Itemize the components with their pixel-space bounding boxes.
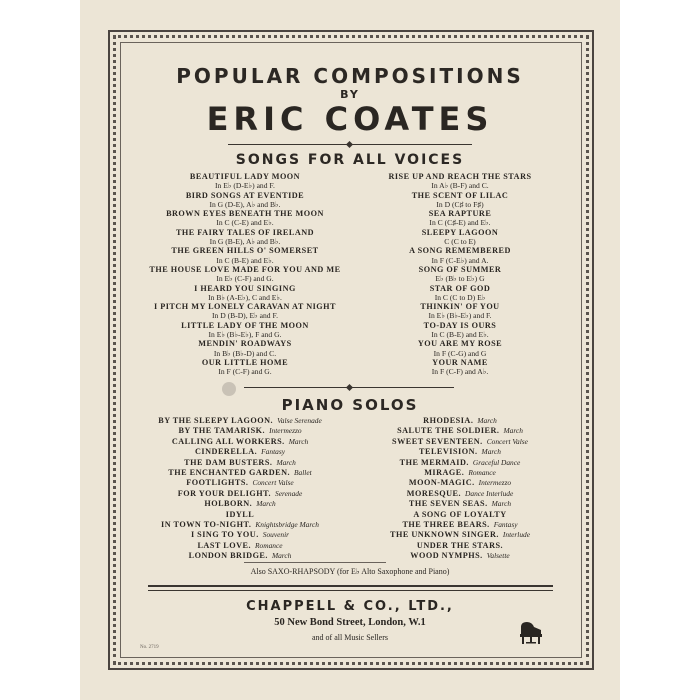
piano-solo-form: March — [477, 416, 497, 425]
piano-solo-form: March — [491, 499, 512, 509]
piano-solo-title: WOOD NYMPHS. — [410, 551, 483, 561]
song-title: BROWN EYES BENEATH THE MOON — [166, 209, 324, 219]
song-keys: In F (C-F) and G. — [218, 367, 272, 377]
song-item — [140, 172, 350, 191]
piano-solo-form: Intermezzo — [269, 426, 302, 436]
song-title: A SONG REMEMBERED — [409, 246, 511, 256]
song-keys: In D (C♯ to F♯) — [436, 199, 484, 209]
song-item — [140, 265, 350, 284]
piano-solo-title: UNDER THE STARS. — [416, 540, 504, 550]
publisher-address: 50 New Bond Street, London, W.1 — [274, 617, 426, 628]
song-keys: In G (B-E), A♭ and B♭. — [209, 237, 281, 247]
piano-right-column — [345, 416, 575, 562]
piano-solo-item — [130, 489, 350, 499]
punch-hole — [222, 382, 236, 396]
piano-solo-form: March — [503, 426, 523, 436]
piano-solo-title: CINDERELLA. — [195, 447, 258, 457]
divider-short — [244, 562, 386, 563]
piano-solo-item — [345, 541, 575, 551]
song-keys: In B♭ (A-E♭), C and E♭. — [208, 292, 282, 302]
piano-solo-title: THE UNKNOWN SINGER. — [390, 530, 499, 540]
piano-solo-form: March — [276, 457, 296, 467]
song-title: YOU ARE MY ROSE — [417, 339, 503, 349]
piano-solo-item — [345, 426, 575, 436]
piano-solo-title: FOOTLIGHTS. — [186, 478, 249, 488]
piano-solo-form: Romance — [255, 540, 283, 550]
song-title: THE GREEN HILLS O' SOMERSET — [171, 246, 319, 256]
song-title: BIRD SONGS AT EVENTIDE — [185, 190, 305, 200]
piano-solo-item — [345, 416, 575, 426]
song-title: SEA RAPTURE — [428, 209, 492, 219]
song-keys: In C (C to D) E♭ — [434, 292, 486, 302]
song-title: TO-DAY IS OURS — [423, 320, 497, 330]
piano-solo-form: Knightsbridge March — [255, 520, 319, 530]
song-title: LITTLE LADY OF THE MOON — [181, 320, 309, 330]
song-title: RISE UP AND REACH THE STARS — [388, 172, 532, 181]
catalogue-code: No. 2719 — [140, 645, 159, 650]
piano-solo-form: Romance — [468, 468, 496, 478]
piano-solo-title: IN TOWN TO-NIGHT. — [161, 520, 252, 530]
song-title: THE HOUSE LOVE MADE FOR YOU AND ME — [149, 264, 341, 274]
piano-solo-item — [130, 499, 350, 509]
piano-solo-item — [345, 551, 575, 561]
song-keys: In D (B-D), E♭ and F. — [211, 311, 279, 321]
piano-solo-item — [130, 551, 350, 561]
song-title: I HEARD YOU SINGING — [194, 283, 296, 293]
piano-solo-title: LAST LOVE. — [197, 540, 252, 550]
piano-solo-title: I SING TO YOU. — [190, 530, 259, 540]
piano-solo-form: Valse Serenade — [277, 416, 322, 425]
piano-solo-title: FOR YOUR DELIGHT. — [177, 488, 272, 498]
piano-solo-item — [345, 510, 575, 520]
piano-solo-item — [130, 541, 350, 551]
piano-solo-item — [130, 520, 350, 530]
song-title: I PITCH MY LONELY CARAVAN AT NIGHT — [154, 302, 336, 312]
song-keys: C (C to E) — [444, 237, 476, 247]
piano-solo-form: Dance Interlude — [465, 488, 514, 498]
piano-solo-form: Concert Valse — [486, 436, 528, 446]
song-keys: In F (C-F) and A♭. — [431, 367, 489, 377]
song-keys: In G (D-E), A♭ and B♭. — [209, 199, 281, 209]
piano-solo-item — [345, 447, 575, 457]
song-item — [355, 339, 565, 358]
piano-solo-form: Fantasy — [261, 447, 285, 457]
song-item — [355, 265, 565, 284]
piano-solo-item — [345, 499, 575, 509]
song-item — [140, 191, 350, 210]
piano-solo-title: A SONG OF LOYALTY — [413, 509, 507, 519]
piano-solo-title: THE MERMAID. — [399, 457, 469, 467]
song-item — [355, 246, 565, 265]
heading-popular-compositions: POPULAR COMPOSITIONS — [176, 64, 524, 88]
song-keys: In E♭ (C-F) and G. — [216, 274, 274, 284]
piano-solo-item — [345, 489, 575, 499]
song-title: OUR LITTLE HOME — [201, 357, 289, 367]
piano-solo-title: BY THE TAMARISK. — [178, 426, 266, 436]
piano-solo-item — [130, 478, 350, 488]
songs-section-title: SONGS FOR ALL VOICES — [235, 152, 465, 168]
piano-solo-title: MIRAGE. — [424, 468, 465, 478]
piano-solo-item — [345, 437, 575, 447]
piano-solo-title: RHODESIA. — [423, 416, 474, 425]
song-item — [355, 191, 565, 210]
piano-solo-title: MORESQUE. — [406, 488, 462, 498]
piano-solo-title: TELEVISION. — [419, 447, 478, 457]
piano-solo-form: March — [288, 436, 309, 446]
song-keys: In C (B-E) and E♭. — [431, 330, 489, 340]
sellers-note: and of all Music Sellers — [312, 633, 388, 642]
song-item — [355, 228, 565, 247]
song-item — [140, 302, 350, 321]
piano-solo-form: March — [271, 551, 292, 561]
song-title: THINKIN' OF YOU — [420, 302, 500, 312]
piano-solo-item — [345, 520, 575, 530]
song-title: YOUR NAME — [432, 357, 488, 367]
piano-solo-item — [130, 510, 350, 520]
piano-left-column — [130, 416, 350, 562]
song-item — [140, 246, 350, 265]
piano-solo-title: THE THREE BEARS. — [402, 520, 490, 530]
piano-solo-title: IDYLL — [225, 509, 255, 519]
song-item — [355, 284, 565, 303]
piano-solo-title: THE SEVEN SEAS. — [408, 499, 488, 509]
piano-solo-form: Serenade — [275, 488, 303, 498]
piano-solo-item — [345, 468, 575, 478]
piano-solo-item — [130, 468, 350, 478]
song-title: SLEEPY LAGOON — [421, 227, 499, 237]
song-title: THE SCENT OF LILAC — [411, 190, 509, 200]
song-item — [140, 321, 350, 340]
piano-solo-title: BY THE SLEEPY LAGOON. — [158, 416, 274, 425]
song-item — [355, 302, 565, 321]
piano-solo-form: Valsette — [486, 551, 510, 561]
song-keys: In E♭ (B♭-E♭), F and G. — [208, 330, 282, 340]
piano-solo-title: THE ENCHANTED GARDEN. — [168, 468, 291, 478]
piano-solo-form: Graceful Dance — [472, 457, 521, 467]
also-saxo-rhapsody: Also SAXO-RHAPSODY (for E♭ Alto Saxophone and Piano) — [250, 567, 450, 576]
publisher-name: CHAPPELL & CO., LTD., — [246, 599, 454, 614]
piano-solo-form: Interlude — [502, 530, 530, 540]
piano-solo-form: Souvenir — [262, 530, 290, 540]
divider-footer-2 — [148, 590, 553, 591]
piano-solo-title: CALLING ALL WORKERS. — [171, 436, 285, 446]
songs-right-column — [355, 172, 565, 377]
song-title: SONG OF SUMMER — [418, 264, 502, 274]
piano-section-title: PIANO SOLOS — [281, 396, 419, 414]
song-title: BEAUTIFUL LADY MOON — [189, 172, 301, 181]
song-item — [140, 339, 350, 358]
piano-solo-title: MOON-MAGIC. — [408, 478, 475, 488]
song-keys: In E♭ (D-E♭) and F. — [215, 181, 275, 191]
piano-logo-icon — [518, 618, 544, 646]
piano-solo-title: HOLBORN. — [204, 499, 253, 509]
piano-solo-form: Fantasy — [493, 520, 518, 530]
song-item — [140, 284, 350, 303]
piano-solo-item — [345, 478, 575, 488]
song-keys: E♭ (B♭ to E♭) G — [435, 274, 485, 284]
piano-solo-form: March — [256, 499, 276, 509]
piano-solo-item — [130, 426, 350, 436]
song-item — [140, 209, 350, 228]
piano-solo-title: SWEET SEVENTEEN. — [392, 436, 483, 446]
heading-by: BY — [340, 88, 360, 101]
song-keys: In C (C-E) and E♭. — [216, 218, 274, 228]
piano-solo-item — [345, 530, 575, 540]
songs-left-column — [140, 172, 350, 377]
piano-solo-item — [130, 437, 350, 447]
song-title: THE FAIRY TALES OF IRELAND — [175, 227, 315, 237]
piano-solo-item — [130, 416, 350, 426]
song-keys: In C (B-E) and E♭. — [216, 255, 274, 265]
song-keys: In B♭ (B♭-D) and C. — [213, 348, 277, 358]
song-item — [140, 228, 350, 247]
piano-solo-item — [130, 458, 350, 468]
piano-solo-form: Intermezzo — [478, 478, 512, 488]
divider-footer-1 — [148, 585, 553, 587]
piano-solo-item — [345, 458, 575, 468]
piano-solo-item — [130, 447, 350, 457]
song-keys: In F (C-E♭) and A. — [431, 255, 489, 265]
song-keys: In C (C♯-E) and E♭. — [429, 218, 491, 228]
song-item — [355, 358, 565, 377]
composer-name: ERIC COATES — [206, 100, 494, 138]
song-item — [355, 209, 565, 228]
song-keys: In E♭ (B♭-E♭) and F. — [428, 311, 492, 321]
piano-solo-title: THE DAM BUSTERS. — [184, 457, 273, 467]
song-keys: In F (C-G) and G — [433, 348, 487, 358]
piano-solo-form: Ballet — [294, 468, 312, 478]
song-item — [355, 172, 565, 191]
song-title: STAR OF GOD — [429, 283, 491, 293]
song-title: MENDIN' ROADWAYS — [198, 339, 292, 349]
piano-solo-title: LONDON BRIDGE. — [188, 551, 268, 561]
piano-solo-form: March — [481, 447, 501, 457]
piano-solo-form: Concert Valse — [252, 478, 294, 488]
song-item — [355, 321, 565, 340]
song-keys: In A♭ (B-F) and C. — [431, 181, 489, 191]
song-item — [140, 358, 350, 377]
piano-solo-title: SALUTE THE SOLDIER. — [397, 426, 500, 436]
piano-solo-item — [130, 530, 350, 540]
